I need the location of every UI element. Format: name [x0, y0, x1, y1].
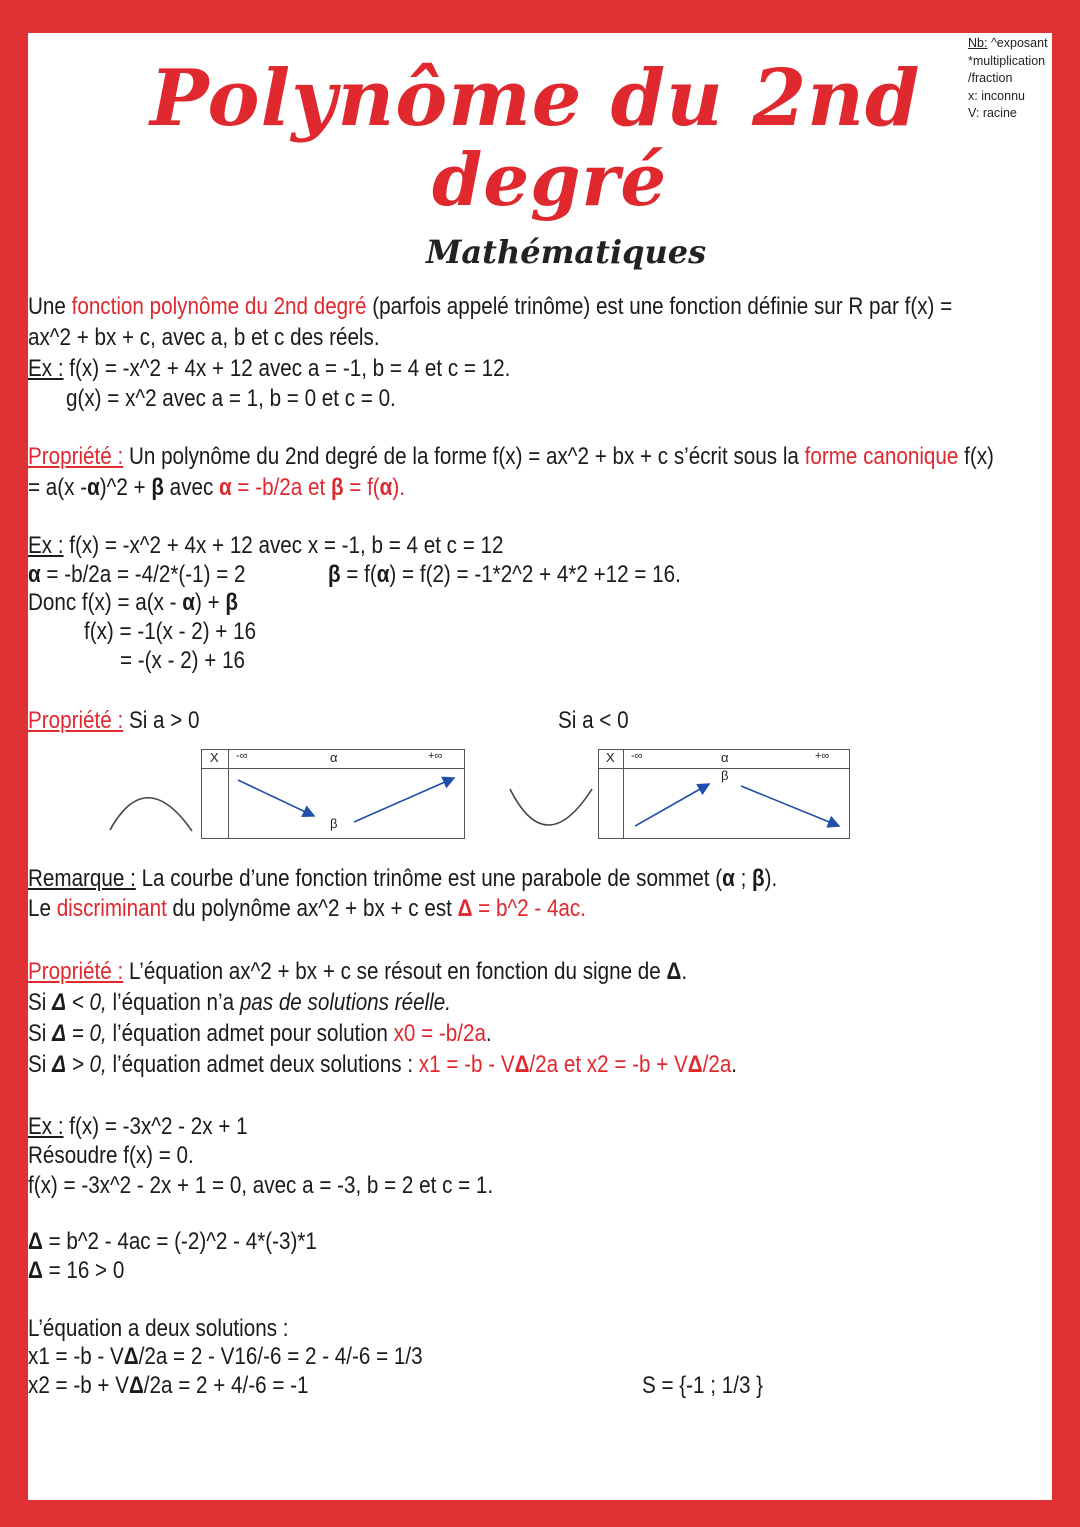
case-condition: = 0,	[65, 1020, 107, 1047]
example-text: ) +	[194, 589, 226, 616]
notation-root: V: racine	[968, 106, 1017, 120]
delta-symbol: Δ	[457, 895, 473, 922]
remark-text: du polynôme ax^2 + bx + c est	[166, 895, 458, 922]
beta-symbol: β	[328, 561, 341, 588]
property-text-cont: f(x)	[958, 443, 994, 470]
page-subtitle: Mathématiques	[426, 233, 707, 271]
beta-computation-cont: ) = f(2) = -1*2^2 + 4*2 +12 = 16.	[389, 561, 681, 588]
property-label: Propriété :	[28, 707, 124, 734]
case-positive-label: Si a > 0	[123, 707, 200, 734]
remark-line-2	[28, 894, 586, 924]
beta-definition: = f(	[343, 474, 380, 501]
arrow-increasing	[354, 778, 454, 822]
example2-line-4: f(x) = -1(x - 2) + 16	[84, 618, 257, 645]
case-prefix: Si	[28, 989, 53, 1016]
property1-line-2	[28, 473, 405, 503]
example2-line-1	[28, 531, 503, 561]
beta-computation: = f(	[340, 561, 377, 588]
arrow-decreasing	[238, 780, 314, 816]
notation-legend	[968, 35, 1048, 123]
example3-root-2	[28, 1371, 308, 1401]
document-page	[28, 33, 1052, 1500]
parabola-sketch-positive	[106, 785, 196, 835]
root-computation: x1 = -b - V	[28, 1343, 124, 1370]
remark-text: La courbe d’une fonction trinôme est une parabole de sommet (	[135, 865, 723, 892]
remark-line-1	[28, 864, 777, 894]
notation-multiplication: *multiplication	[968, 53, 1046, 68]
alpha-symbol: α	[182, 589, 195, 616]
example2-line-2b	[328, 560, 681, 590]
root-formula: x1 = -b - V	[418, 1051, 515, 1078]
root-formula-end: /2a	[702, 1051, 732, 1078]
property-label: Propriété :	[28, 443, 124, 470]
alpha-symbol: α	[722, 865, 735, 892]
property-text-end: .	[681, 958, 688, 985]
table-beta: β	[721, 768, 729, 783]
case-prefix: Si	[28, 1020, 53, 1047]
variation-table-negative	[598, 749, 850, 839]
alpha-symbol: α	[379, 474, 393, 501]
discriminant-formula: = b^2 - 4ac.	[472, 895, 586, 922]
example3-line-1	[28, 1112, 248, 1142]
alpha-symbol: α	[376, 561, 390, 588]
intro-line-2: ax^2 + bx + c, avec a, b et c des réels.	[28, 324, 380, 351]
intro-text: Une	[28, 293, 72, 320]
example-text: Donc f(x) = a(x -	[28, 589, 183, 616]
intro-text-cont: (parfois appelé trinôme) est une fonction définie sur R par f(x) =	[366, 293, 953, 320]
delta-symbol: Δ	[28, 1257, 43, 1284]
page-title-line1: Polynôme du 2nd	[150, 53, 921, 144]
case-condition: < 0,	[65, 989, 107, 1016]
variation-arrows-negative	[599, 750, 849, 838]
delta-symbol: Δ	[128, 1372, 144, 1399]
case-text: l’équation n’a	[106, 989, 240, 1016]
page-title-line2: degré	[432, 137, 668, 222]
notation-exponent: ^exposant	[990, 36, 1048, 50]
beta-symbol: β	[225, 589, 238, 616]
remark-text-end: ).	[764, 865, 778, 892]
intro-term-highlight: fonction polynôme du 2nd degré	[71, 293, 367, 320]
example-text: f(x) = -x^2 + 4x + 12 avec a = -1, b = 4 et c = 12.	[63, 355, 511, 382]
beta-definition-end: ).	[392, 474, 406, 501]
table-plus-infinity: +∞	[815, 750, 830, 762]
formula-text: avec	[163, 474, 220, 501]
example-label: Ex :	[28, 532, 64, 559]
example-label: Ex :	[28, 1113, 64, 1140]
arrow-increasing	[635, 784, 709, 826]
property-label: Propriété :	[28, 958, 124, 985]
example-text: f(x) = -3x^2 - 2x + 1	[63, 1113, 248, 1140]
property-text: Un polynôme du 2nd degré de la forme f(x) = ax^2 + bx + c s’écrit sous la	[123, 443, 805, 470]
discriminant-term: discriminant	[56, 895, 167, 922]
intro-example-2: g(x) = x^2 avec a = 1, b = 0 et c = 0.	[66, 385, 396, 412]
table-minus-infinity: -∞	[236, 750, 248, 762]
delta-symbol: Δ	[687, 1051, 703, 1078]
intro-example-1	[28, 354, 510, 384]
case-condition: > 0,	[65, 1051, 107, 1078]
discriminant-computation: = b^2 - 4ac = (-2)^2 - 4*(-3)*1	[42, 1228, 317, 1255]
parabola-sketch-negative	[504, 785, 596, 835]
separator: ;	[734, 865, 753, 892]
table-var-x: X	[606, 750, 615, 765]
example3-line-2: Résoudre f(x) = 0.	[28, 1142, 194, 1169]
table-alpha: α	[330, 750, 338, 765]
example3-line-6: L’équation a deux solutions :	[28, 1315, 289, 1342]
delta-symbol: Δ	[52, 1020, 66, 1047]
remark-label: Remarque :	[28, 865, 136, 892]
discriminant-value: = 16 > 0	[42, 1257, 125, 1284]
table-var-x: X	[210, 750, 219, 765]
delta-symbol: Δ	[514, 1051, 530, 1078]
property1-line-1	[28, 442, 994, 472]
notation-legend-label: Nb:	[968, 36, 988, 50]
alpha-symbol: α	[87, 474, 100, 501]
property3-case-zero	[28, 1019, 492, 1049]
variation-arrows-positive	[202, 750, 464, 838]
example2-line-3	[28, 588, 238, 618]
table-minus-infinity: -∞	[631, 750, 643, 762]
alpha-definition: = -b/2a et	[231, 474, 331, 501]
beta-symbol: β	[752, 865, 765, 892]
root-formula: /2a et x2 = -b + V	[529, 1051, 688, 1078]
property3-line-1	[28, 957, 687, 987]
arrow-decreasing	[741, 786, 839, 826]
formula-text: = a(x -	[28, 474, 88, 501]
formula-text: )^2 +	[99, 474, 152, 501]
case-text: l’équation admet pour solution	[106, 1020, 394, 1047]
alpha-symbol: α	[219, 474, 232, 501]
property-text: L’équation ax^2 + bx + c se résout en fonction du signe de	[123, 958, 667, 985]
table-beta: β	[330, 816, 338, 831]
property2-line	[28, 706, 200, 736]
example2-line-5: = -(x - 2) + 16	[120, 647, 246, 674]
table-plus-infinity: +∞	[428, 750, 443, 762]
beta-symbol: β	[151, 474, 164, 501]
remark-text: Le	[28, 895, 57, 922]
delta-symbol: Δ	[52, 1051, 66, 1078]
example-text: f(x) = -x^2 + 4x + 12 avec x = -1, b = 4 et c = 12	[63, 532, 504, 559]
root-computation-cont: /2a = 2 - V16/-6 = 2 - 4/-6 = 1/3	[138, 1343, 423, 1370]
notation-unknown: x: inconnu	[968, 88, 1025, 103]
example3-line-3: f(x) = -3x^2 - 2x + 1 = 0, avec a = -3, b = 2 et c = 1.	[28, 1172, 494, 1199]
alpha-symbol: α	[28, 561, 41, 588]
case-end: .	[731, 1051, 738, 1078]
property3-case-negative	[28, 988, 451, 1018]
property3-case-positive	[28, 1050, 737, 1080]
delta-symbol: Δ	[666, 958, 682, 985]
case-negative-label: Si a < 0	[558, 707, 629, 734]
single-root-formula: x0 = -b/2a	[393, 1020, 486, 1047]
example3-line-5	[28, 1256, 124, 1286]
beta-symbol: β	[330, 474, 344, 501]
variation-table-positive	[201, 749, 465, 839]
case-text: l’équation admet deux solutions :	[106, 1051, 419, 1078]
case-prefix: Si	[28, 1051, 53, 1078]
canonical-form-term: forme canonique	[804, 443, 959, 470]
example2-line-2a	[28, 560, 245, 590]
case-end: .	[485, 1020, 492, 1047]
root-computation-cont: /2a = 2 + 4/-6 = -1	[143, 1372, 309, 1399]
notation-fraction: /fraction	[968, 71, 1013, 85]
example3-root-1	[28, 1342, 423, 1372]
delta-symbol: Δ	[28, 1228, 43, 1255]
example-label: Ex :	[28, 355, 64, 382]
example3-line-4	[28, 1227, 317, 1257]
intro-line-1	[28, 292, 952, 322]
root-computation: x2 = -b + V	[28, 1372, 129, 1399]
solution-set: S = {-1 ; 1/3 }	[642, 1372, 764, 1399]
alpha-computation: = -b/2a = -4/2*(-1) = 2	[40, 561, 246, 588]
delta-symbol: Δ	[52, 989, 66, 1016]
case-result: pas de solutions réelle.	[239, 989, 451, 1016]
table-alpha: α	[721, 750, 729, 765]
delta-symbol: Δ	[123, 1343, 139, 1370]
